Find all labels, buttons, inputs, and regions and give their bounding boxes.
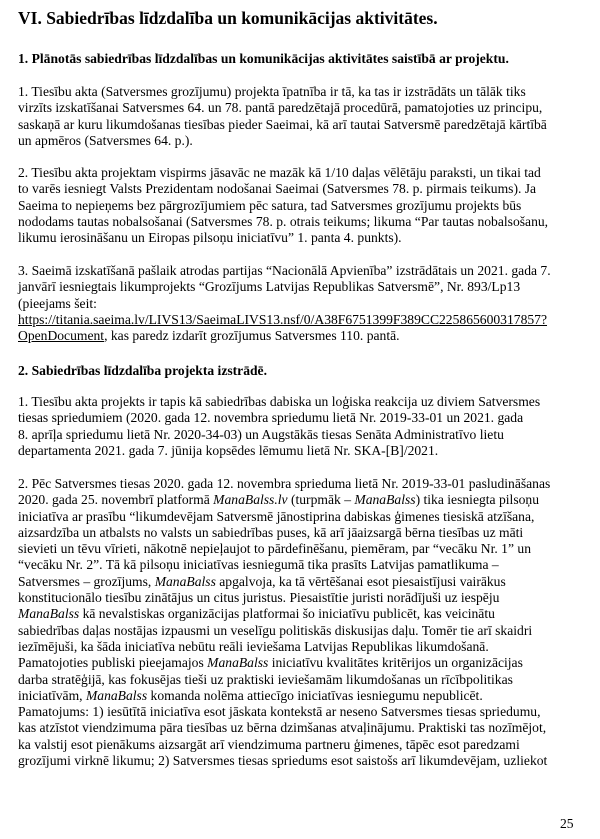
page-number: 25 (560, 816, 574, 831)
text-line: 2. Tiesību akta projektam vispirms jāsavāc ne mazāk kā 1/10 daļas vēlētāju paraksti, un tikai tad (18, 165, 541, 180)
text-fragment: komanda nolēma attiecīgo iniciatīvas iesniegumu nepublicēt. (147, 687, 483, 703)
text-line: virzīts izskatīšanai Satversmes 64. un 78. pantā paredzētajā procedūrā, pamatojoties uz principu, (18, 100, 543, 116)
paragraph-2-1 (18, 394, 592, 459)
text-line: 1. Tiesību akta projekts ir tapis kā sabiedrības dabiska un loģiska reakcija uz diviem Satversmes (18, 394, 541, 409)
text-fragment: (turpmāk – (287, 492, 355, 508)
text-line: likumu ierosināšanu un Eiropas pilsoņu iniciatīvu” 1. panta 4. punkts). (18, 230, 402, 246)
section-title: VI. Sabiedrības līdzdalība un komunikācijas aktivitātes. (18, 8, 438, 28)
text-line: sievieti un tēvu vīrieti, nākotnē nepieļaujot to pārdefinēšanu, piemēram, par “vecāku Nr. 1” un (18, 541, 531, 557)
text-line: 1. Tiesību akta (Satversmes grozījumu) projekta īpatnība ir tā, ka tas ir izstrādāts un tālāk tiks (18, 84, 526, 99)
saeima-link-continued[interactable]: OpenDocument (18, 328, 105, 344)
brand-name: ManaBalss (207, 655, 269, 671)
text-line: saskaņā ar kuru likumdošanas tiesības pieder Saeimai, kā arī tautai Satversmē paredzētajā kārtībā (18, 116, 547, 132)
text-line: departamenta 2021. gada 7. jūnija kopsēdes lēmumu lietā Nr. SKA-[B]/2021. (18, 442, 439, 458)
subsection-heading-1: 1. Plānotās sabiedrības līdzdalības un komunikācijas aktivitātes saistībā ar projektu. (18, 51, 509, 66)
text-line: un apmēros (Satversmes 64. p.). (18, 132, 193, 148)
brand-name: ManaBalss (354, 492, 416, 508)
brand-name: ManaBalss (18, 606, 80, 622)
text-line: 8. aprīļa spriedumu lietā Nr. 2020-34-03) un Augstākās tiesas Senāta Administratīvo lietu (18, 426, 504, 442)
paragraph-1-1 (18, 84, 592, 149)
text-fragment: , kas paredz izdarīt grozījumus Satversmes 110. pantā. (104, 328, 400, 344)
saeima-link[interactable]: https://titania.saeima.lv/LIVS13/SaeimaLIVS13.nsf/0/A38F6751399F389CC225865600317857? (18, 311, 548, 327)
text-fragment: iniciatīvu kvalitātes kritērijos un organizācijas (268, 655, 523, 671)
text-line: ka valstij esot pienākums aizsargāt arī viendzimuma partneru ģimenes, tāpēc esot paredzami (18, 736, 520, 752)
paragraph-1-2 (18, 165, 592, 246)
brand-name: ManaBalss (85, 687, 148, 703)
text-fragment: apgalvoja, ka tā vērtēšanai esot piesaistījusi vairākus (215, 573, 506, 589)
text-line: konstitucionālo tiesību zinātājus un citus juristus. Piesaistītie juristi norādījuši uz iespēju (18, 590, 500, 606)
text-line: nododams tautas nobalsošanai (Satversmes 78. p. otrais teikums; likuma “Par tautas nobalsošanu, (18, 213, 549, 229)
text-line: aizsardzība un atbalsts no valsts un sabiedrības puses, kā arī jāaizsargā bērna tiesības uz māti (18, 524, 524, 540)
brand-name: ManaBalss.lv (213, 492, 288, 508)
text-line: “vecāku Nr. 2”. Tā kā pilsoņu iniciatīvas iesniegumā tika prasīts Latvijas pamatlikuma – (18, 557, 499, 573)
text-line: iniciatīva ar prasību “likumdevējam Satversmē jānostiprina dabiskas ģimenes tiesiskā atzīšana, (18, 508, 535, 524)
text-line: 2. Pēc Satversmes tiesas 2020. gada 12. novembra sprieduma lietā Nr. 2019-33-01 pasludināšanas (18, 476, 551, 491)
text-line: 3. Saeimā izskatīšanā pašlaik atrodas partijas “Nacionālā Apvienība” izstrādātais un 2021. gada 7. (18, 263, 551, 278)
text-line: darba stratēģijā, kas fokusējas tieši uz praktiski ieviešamām likumdošanas un rīcībpolitikas (18, 671, 513, 687)
text-line: (pieejams šeit: (18, 295, 97, 311)
subsection-heading-2: 2. Sabiedrības līdzdalība projekta izstrādē. (18, 363, 267, 378)
text-fragment: Pamatojoties publiski pieejamajos (18, 655, 208, 671)
text-fragment: ) tika iesniegta pilsoņu (415, 492, 540, 508)
text-line: janvārī iesniegtais likumprojekts “Grozījums Latvijas Republikas Satversmē”, Nr. 893/Lp13 (18, 279, 521, 295)
text-fragment: Satversmes – grozījums, (18, 573, 155, 589)
text-line: iezīmējuši, ka šāda iniciatīva nebūtu reāli ieviešama Latvijas Republikas likumdošanā. (18, 638, 489, 654)
text-fragment: kā nevalstiskas organizācijas platformai šo iniciatīvu publicēt, kas veicinātu (79, 606, 495, 622)
text-line: Pamatojums: 1) iesūtītā iniciatīva esot jāskata kontekstā ar neseno Satversmes tiesas spriedumu, (18, 704, 541, 720)
text-line: kas atzīstot viendzimuma pāra tiesības uz bērna dzimšanas atvaļinājumu. Praktiski tas nozīmējot, (18, 720, 547, 736)
paragraph-2-2 (18, 476, 592, 769)
text-fragment: 2020. gada 25. novembrī platformā (18, 492, 214, 508)
text-line: sabiedrības daļas nostājas izpausmi un veselīgu politiskās diskusijas daļu. Tomēr tie arī skaidri (18, 622, 533, 638)
text-fragment: iniciatīvām, (18, 687, 86, 703)
paragraph-1-3 (18, 263, 592, 344)
text-line: tiesas spriedumiem (2020. gada 12. novembra spriedumu lietā Nr. 2019-33-01 un 2021. gada (18, 410, 524, 426)
brand-name: ManaBalss (154, 573, 216, 589)
text-line: grozījumi virknē likumu; 2) Satversmes tiesas spriedums esot saistošs arī likumdevējam, uzliekot (18, 753, 548, 769)
text-line: to varēs iesniegt Valsts Prezidentam nodošanai Saeimai (Satversmes 78. p. pirmais teikums). Ja (18, 181, 537, 197)
text-line: Saeima to nepieņems bez pārgrozījumiem pēc satura, tad Satversmes grozījumu projekts būs (18, 197, 522, 213)
